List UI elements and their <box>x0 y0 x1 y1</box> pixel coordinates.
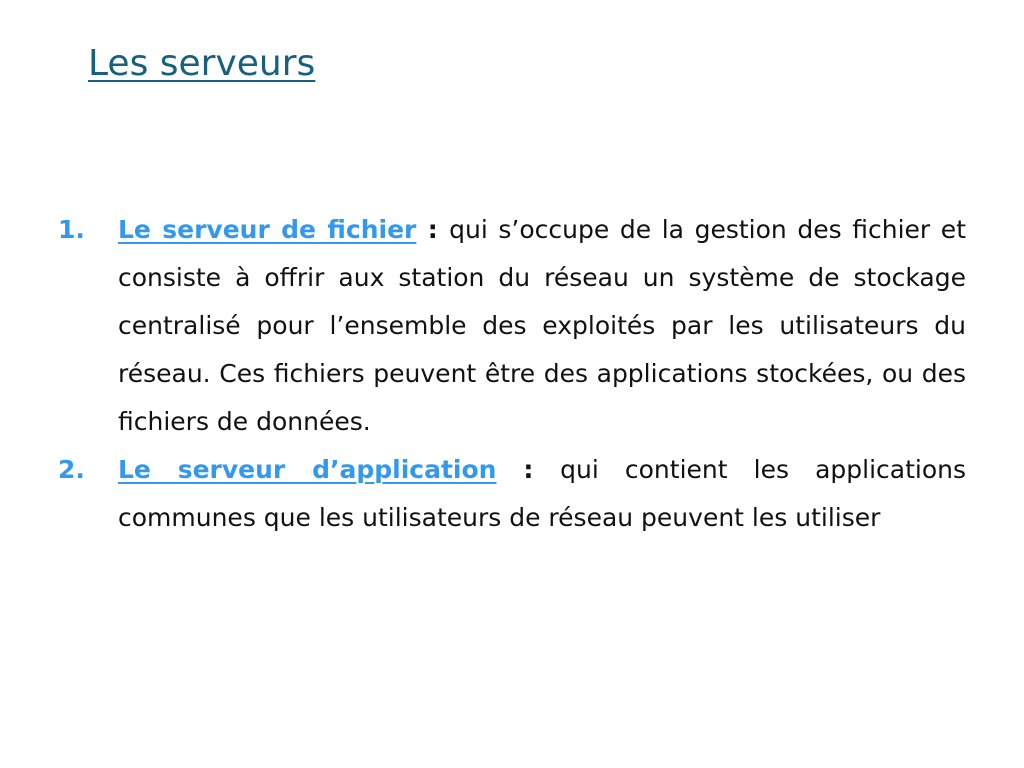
list-item-application-server <box>58 446 966 542</box>
list-item-file-server <box>58 206 966 446</box>
slide-title: Les serveurs <box>88 43 316 84</box>
list-number: 1. <box>58 215 85 244</box>
term-link-file-server[interactable]: Le serveur de fichier <box>118 215 417 244</box>
server-list <box>58 206 966 542</box>
term-separator: : <box>496 455 561 484</box>
term-separator: : <box>416 215 450 244</box>
list-number: 2. <box>58 455 85 484</box>
term-link-application-server[interactable]: Le serveur d’application <box>118 455 497 484</box>
item-description: qui contient les applications communes que les utilisateurs de réseau peuvent les utiliser <box>118 455 966 532</box>
item-description: qui s’occupe de la gestion des fichier et consiste à offrir aux station du réseau un système de stockage centralisé pour l’ensemble des exploités par les utilisateurs du réseau. Ces fichiers peuvent être des applications stockées, ou des fichiers de données. <box>118 215 966 436</box>
